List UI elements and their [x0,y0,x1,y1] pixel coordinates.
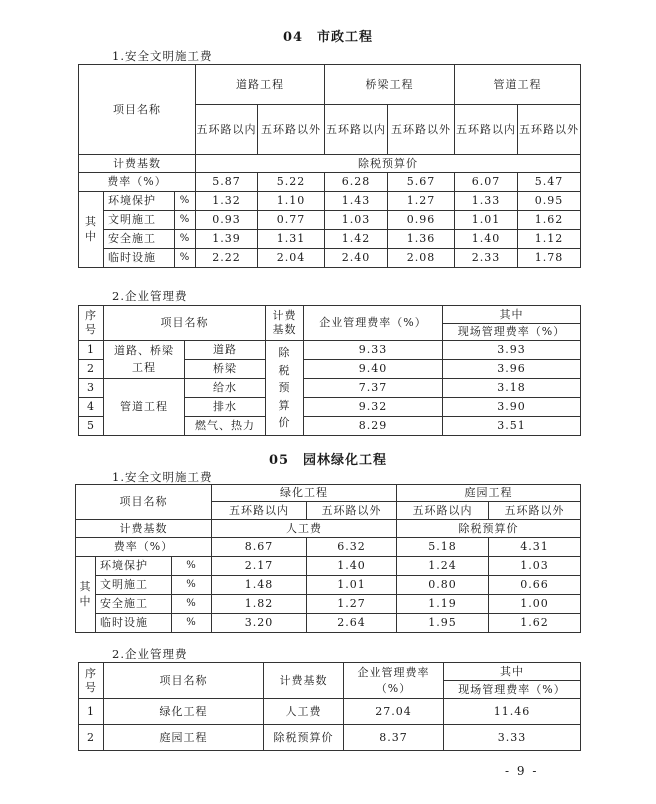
cell-value: 1.32 [196,192,258,211]
pct-unit: % [172,595,212,614]
seq-header: 序号 [79,306,104,341]
rate-value: 4.31 [489,538,581,557]
s04-mgmt-table [78,305,581,436]
sub-cell: 桥梁 [185,360,266,379]
subcol-header: 五环路以外 [258,105,325,155]
group-cell: 管道工程 [104,379,185,436]
seq-cell: 3 [79,379,104,398]
row-name: 环境保护 [104,192,175,211]
rate-value: 6.07 [455,173,518,192]
cell-value: 1.03 [489,557,581,576]
cell-value: 1.10 [258,192,325,211]
rate-value: 5.87 [196,173,258,192]
cell-value: 1.36 [388,230,455,249]
sub-cell: 排水 [185,398,266,417]
cell-value: 1.40 [455,230,518,249]
rate-value: 5.22 [258,173,325,192]
rate-cell: 9.40 [304,360,443,379]
site-cell: 3.90 [443,398,581,417]
pct-unit: % [175,249,196,268]
seq-cell: 5 [79,417,104,436]
name-cell: 绿化工程 [104,699,264,725]
cell-value: 0.93 [196,211,258,230]
base-cell: 除税预算价 [264,725,344,751]
cell-value: 2.22 [196,249,258,268]
rate-value: 6.32 [307,538,397,557]
rate-value: 8.67 [212,538,307,557]
seq-cell: 2 [79,360,104,379]
cell-value: 1.31 [258,230,325,249]
subcol-header: 五环路以内 [212,502,307,520]
name-header: 项目名称 [104,663,264,699]
s05-safety-table [75,484,581,633]
sub-cell: 道路 [185,341,266,360]
row-name: 环境保护 [96,557,172,576]
base-label: 计费基数 [76,520,212,538]
sub-cell: 给水 [185,379,266,398]
site-cell: 3.51 [443,417,581,436]
cell-value: 0.96 [388,211,455,230]
item-name-header: 项目名称 [76,485,212,520]
row-name: 临时设施 [96,614,172,633]
cell-value: 1.03 [325,211,388,230]
cell-value: 1.01 [455,211,518,230]
section-04-title: 04 市政工程 [282,30,374,45]
cell-value: 1.33 [455,192,518,211]
name-header: 项目名称 [104,306,266,341]
rate-value: 6.28 [325,173,388,192]
qizhong-label: 其中 [79,192,104,268]
rate-cell: 8.37 [344,725,444,751]
s05-mgmt-table [78,662,581,751]
s04-t2-subtitle: 2.企业管理费 [112,289,188,303]
rate-cell: 8.29 [304,417,443,436]
cell-value: 2.17 [212,557,307,576]
seq-header: 序号 [79,663,104,699]
rate-value: 5.47 [518,173,581,192]
subcol-header: 五环路以内 [397,502,489,520]
site-cell: 3.96 [443,360,581,379]
base-header: 计费基数 [264,663,344,699]
cell-value: 1.42 [325,230,388,249]
cell-value: 1.19 [397,595,489,614]
cell-value: 1.24 [397,557,489,576]
row-name: 文明施工 [104,211,175,230]
s05-t1-subtitle: 1.安全文明施工费 [112,470,213,484]
pct-unit: % [175,192,196,211]
cell-value: 3.20 [212,614,307,633]
s04-safety-table [78,64,581,268]
base-value: 除税预算价 [397,520,581,538]
pct-unit: % [175,230,196,249]
cell-value: 1.39 [196,230,258,249]
cell-value: 1.43 [325,192,388,211]
name-cell: 庭园工程 [104,725,264,751]
rate-cell: 9.33 [304,341,443,360]
pct-unit: % [172,614,212,633]
row-name: 文明施工 [96,576,172,595]
cell-value: 2.33 [455,249,518,268]
cell-value: 1.27 [388,192,455,211]
group-header: 桥梁工程 [325,65,455,105]
group-header: 管道工程 [455,65,581,105]
cell-value: 2.40 [325,249,388,268]
cell-value: 1.12 [518,230,581,249]
group-cell: 道路、桥梁工程 [104,341,185,379]
base-header: 计费基数 [266,306,304,341]
subcol-header: 五环路以内 [325,105,388,155]
site-cell: 3.93 [443,341,581,360]
rate-cell: 27.04 [344,699,444,725]
page-number: - 9 - [505,764,539,778]
section-05-title: 05 园林绿化工程 [268,453,388,468]
sub-cell: 燃气、热力 [185,417,266,436]
s04-t1-subtitle: 1.安全文明施工费 [112,49,213,63]
pct-unit: % [172,557,212,576]
cell-value: 0.66 [489,576,581,595]
subcol-header: 五环路以外 [307,502,397,520]
seq-cell: 2 [79,725,104,751]
qizhong-label: 其中 [76,557,96,633]
rate-header: 企业管理费率（%） [304,306,443,341]
pct-unit: % [175,211,196,230]
base-cell: 除税预算价 [266,341,304,436]
s05-t2-subtitle: 2.企业管理费 [112,647,188,661]
site-cell: 11.46 [444,699,581,725]
cell-value: 0.80 [397,576,489,595]
seq-cell: 1 [79,341,104,360]
rate-label: 费率（%） [79,173,196,192]
group-header: 绿化工程 [212,485,397,502]
group-header: 道路工程 [196,65,325,105]
subcol-header: 五环路以外 [388,105,455,155]
group-header: 庭园工程 [397,485,581,502]
base-cell: 人工费 [264,699,344,725]
rate-value: 5.18 [397,538,489,557]
cell-value: 1.00 [489,595,581,614]
rate-cell: 7.37 [304,379,443,398]
pct-unit: % [172,576,212,595]
rate-label: 费率（%） [76,538,212,557]
qizhong-header: 其中 [443,306,581,324]
cell-value: 1.48 [212,576,307,595]
cell-value: 1.62 [518,211,581,230]
base-label: 计费基数 [79,155,196,173]
base-value: 人工费 [212,520,397,538]
cell-value: 1.82 [212,595,307,614]
subcol-header: 五环路以内 [455,105,518,155]
cell-value: 2.04 [258,249,325,268]
row-name: 安全施工 [96,595,172,614]
site-cell: 3.18 [443,379,581,398]
cell-value: 1.27 [307,595,397,614]
subcol-header: 五环路以内 [196,105,258,155]
cell-value: 2.08 [388,249,455,268]
cell-value: 0.95 [518,192,581,211]
site-cell: 3.33 [444,725,581,751]
rate-cell: 9.32 [304,398,443,417]
cell-value: 2.64 [307,614,397,633]
subcol-header: 五环路以外 [518,105,581,155]
cell-value: 1.78 [518,249,581,268]
cell-value: 1.62 [489,614,581,633]
seq-cell: 4 [79,398,104,417]
cell-value: 1.01 [307,576,397,595]
qizhong-header: 其中 [444,663,581,681]
rate-value: 5.67 [388,173,455,192]
site-rate-header: 现场管理费率（%） [444,681,581,699]
rate-header: 企业管理费率（%） [344,663,444,699]
seq-cell: 1 [79,699,104,725]
cell-value: 1.40 [307,557,397,576]
site-rate-header: 现场管理费率（%） [443,324,581,341]
base-value: 除税预算价 [196,155,581,173]
row-name: 安全施工 [104,230,175,249]
item-name-header: 项目名称 [79,65,196,155]
row-name: 临时设施 [104,249,175,268]
subcol-header: 五环路以外 [489,502,581,520]
cell-value: 0.77 [258,211,325,230]
cell-value: 1.95 [397,614,489,633]
